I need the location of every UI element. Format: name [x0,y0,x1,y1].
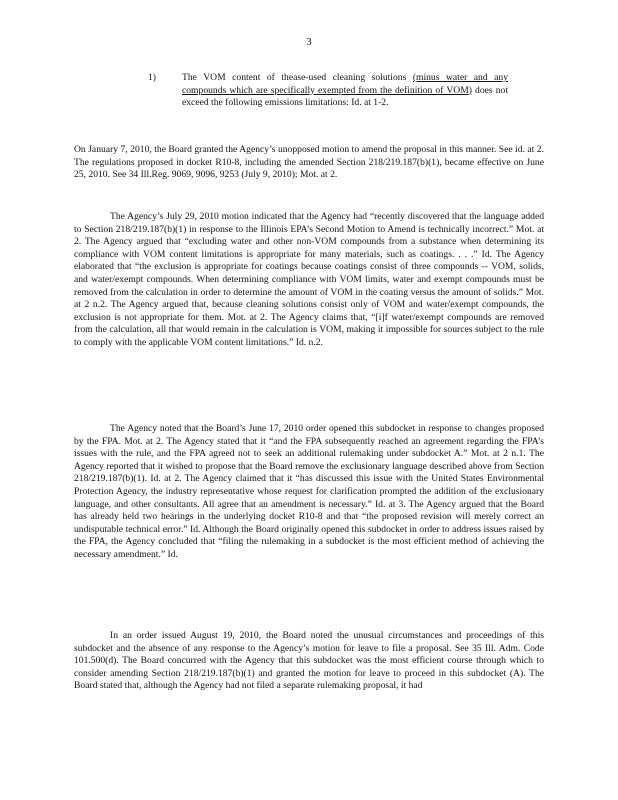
paragraph: The Agency noted that the Board’s June 17, 2010 order opened this subdocket in response to changes proposed by the FPA. Mot. at 2. The Agency stated that it “and the FPA subsequently reached an agreement regarding the FPA’s issues with the rule, and the FPA agreed not to seek an additional rulemaking under subdocket A.” Mot. at 2 n.1. The Agency reported that it wished to propose that the Board remove the exclusionary language described above from Section 218/219.187(b)(1). Id. at 2. The Agency claimed that it “has discussed this issue with the United States Environmental Protection Agency, the industry representative whose request for clarification prompted the addition of the exclusionary language, and other consultants. All agree that an amendment is necessary.” Id. at 3. The Agency argued that the Board has already held two hearings in the underlying docket R10-8 and that “the proposed revision will merely correct an undisputable technical error.” Id. Although the Board originally opened this subdocket in order to address issues raised by the FPA, the Agency concluded that “filing the rulemaking in a subdocket is the most efficient method of achieving the necessary amendment.” Id. [74,423,544,560]
rule-item-number: 1) [148,72,156,83]
paragraph: On January 7, 2010, the Board granted the Agency’s unopposed motion to amend the proposal in this manner. See id. at 2. The regulations proposed in docket R10-8, including the amended Section 218/219.187(b)(1), became effective on June 25, 2010. See 34 Ill.Reg. 9069, 9096, 9253 (July 9, 2010); Mot. at 2. [74,144,544,181]
rule-item [148,72,508,110]
rule-item-text-before: The VOM content of thease-used cleaning solutions [182,72,413,83]
page-number: 3 [306,37,312,48]
rule-item-text [182,72,508,110]
paragraph: In an order issued August 19, 2010, the Board noted the unusual circumstances and proceedings of this subdocket and the absence of any response to the Agency’s motion for leave to file a proposal. See 35 Ill. Adm. Code 101.500(d). The Board concurred with the Agency that this subdocket was the most efficient course through which to consider amending Section 218/219.187(b)(1) and granted the motion for leave to proceed in this subdocket (A). The Board stated that, although the Agency had not filed a separate rulemaking proposal, it had [74,630,544,692]
rule-item-underlined-text: (minus water and any compounds which are specifically exempted from the definition of VOM) [182,72,508,96]
paragraph: The Agency’s July 29, 2010 motion indicated that the Agency had “recently discovered that the language added to Section 218/219.187(b)(1) in response to the Illinois EPA’s Second Motion to Amend is technically incorrect.” Mot. at 2. The Agency argued that “excluding water and other non-VOM compounds from a substance when determining its compliance with VOM content limitations is appropriate for many materials, such as coatings. . . .” Id. The Agency elaborated that “the exclusion is appropriate for coatings because coatings consist of three compounds -- VOM, solids, and water/exempt compounds. When determining compliance with VOM limits, water and exempt compounds must be removed from the calculation in order to determine the amount of VOM in the coating versus the amount of solids.” Mot. at 2 n.2. The Agency argued that, because cleaning solutions consist only of VOM and water/exempt compounds, the exclusion is not appropriate for them. Mot. at 2. The Agency claims that, “[i]f water/exempt compounds are removed from the calculation, all that would remain in the calculation is VOM, making it impossible for sources subject to the rule to comply with the applicable VOM content limitations.” Id. n.2. [74,211,544,348]
rule-item-text-after: does not exceed the following emissions limitations: Id. at 1-2. [182,84,508,109]
